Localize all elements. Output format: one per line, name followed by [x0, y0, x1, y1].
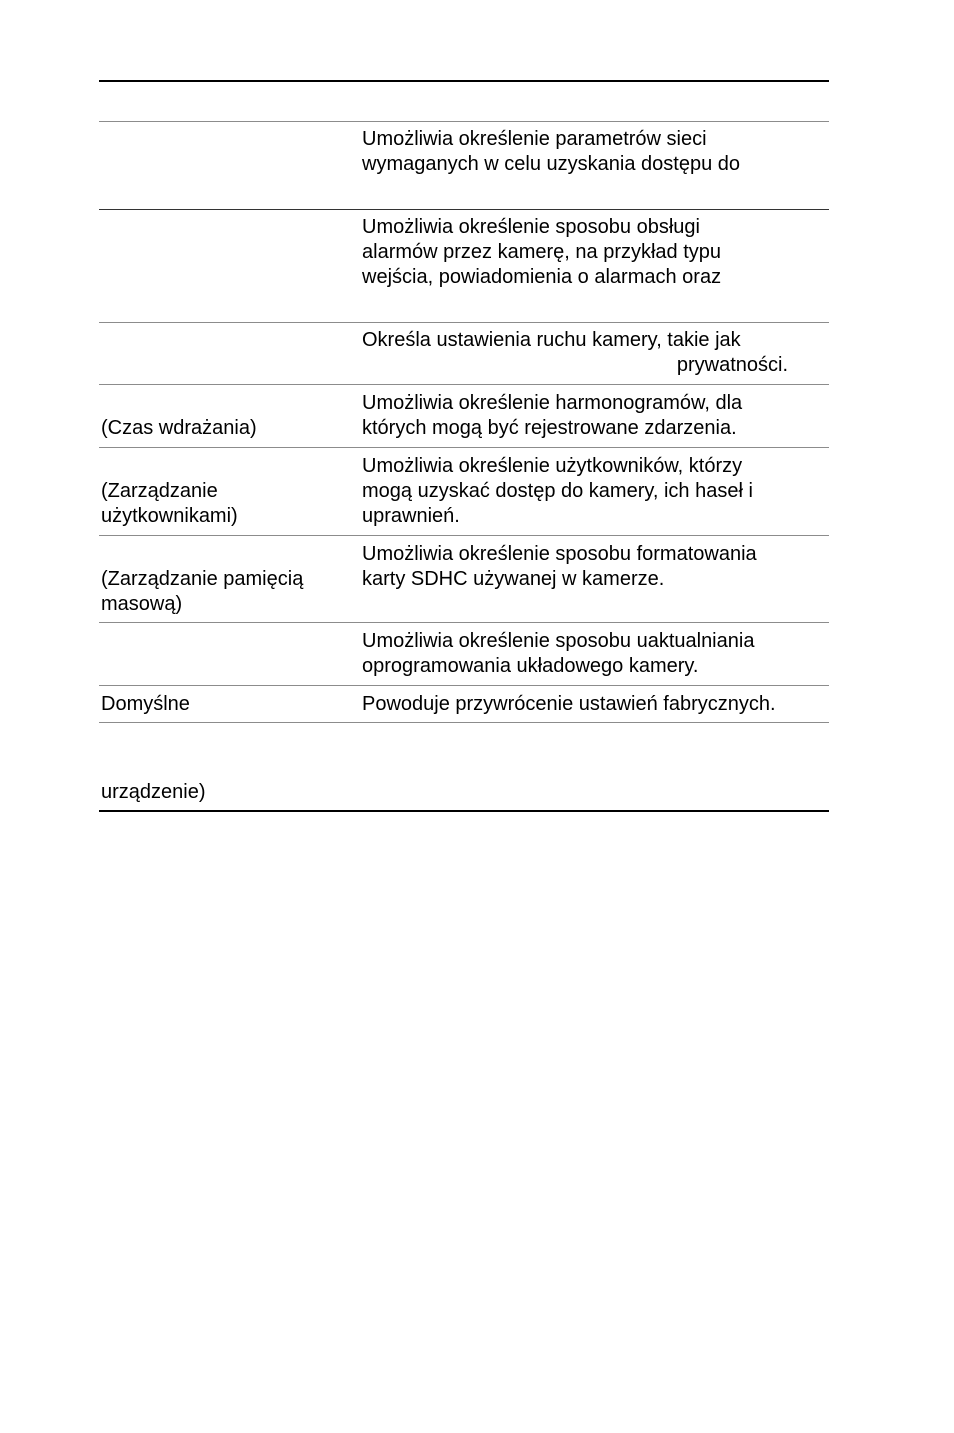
row-label-line: (Zarządzanie pamięcią [101, 568, 304, 590]
row-description-line: Powoduje przywrócenie ustawień fabrycznych. [362, 693, 776, 715]
row-label-line: (Zarządzanie [101, 480, 218, 502]
row-description-line: Określa ustawienia ruchu kamery, takie jak [362, 329, 741, 351]
row-description-line: karty SDHC używanej w kamerze. [362, 568, 665, 590]
row-description-line: Umożliwia określenie sposobu formatowania [362, 543, 757, 565]
row-description-line: oprogramowania układowego kamery. [362, 655, 699, 677]
row-description-line: których mogą być rejestrowane zdarzenia. [362, 417, 737, 439]
row-divider [99, 622, 829, 623]
row-divider [99, 722, 829, 723]
row-label-line: Domyślne [101, 693, 190, 715]
row-label-line: (Czas wdrażania) [101, 417, 257, 439]
row-description-line: uprawnień. [362, 505, 460, 527]
row-description-line: Umożliwia określenie sposobu uaktualniania [362, 630, 755, 652]
row-description-line: Umożliwia określenie parametrów sieci [362, 128, 707, 150]
row-description-line: wejścia, powiadomienia o alarmach oraz [362, 266, 722, 288]
table-header-rule [99, 121, 829, 122]
row-divider [99, 685, 829, 686]
row-label-line: masową) [101, 593, 183, 615]
row-description-line: Umożliwia określenie sposobu obsługi [362, 216, 700, 238]
table-top-rule [99, 80, 829, 82]
row-divider [99, 384, 829, 385]
table-bottom-rule [99, 810, 829, 812]
row-description-line: prywatności. [676, 354, 788, 376]
row-label-line: użytkownikami) [101, 505, 238, 527]
row-description-line: Umożliwia określenie harmonogramów, dla [362, 392, 743, 414]
row-description-line: alarmów przez kamerę, na przykład typu [362, 241, 722, 263]
row-label-line: urządzenie) [101, 781, 206, 803]
row-description-line: mogą uzyskać dostęp do kamery, ich haseł i [362, 480, 753, 502]
row-description-line: Umożliwia określenie użytkowników, którzy [362, 455, 743, 477]
row-divider [99, 447, 829, 448]
row-divider [99, 322, 829, 323]
row-divider [99, 535, 829, 536]
row-divider [99, 209, 829, 210]
row-description-line: wymaganych w celu uzyskania dostępu do [362, 153, 740, 175]
